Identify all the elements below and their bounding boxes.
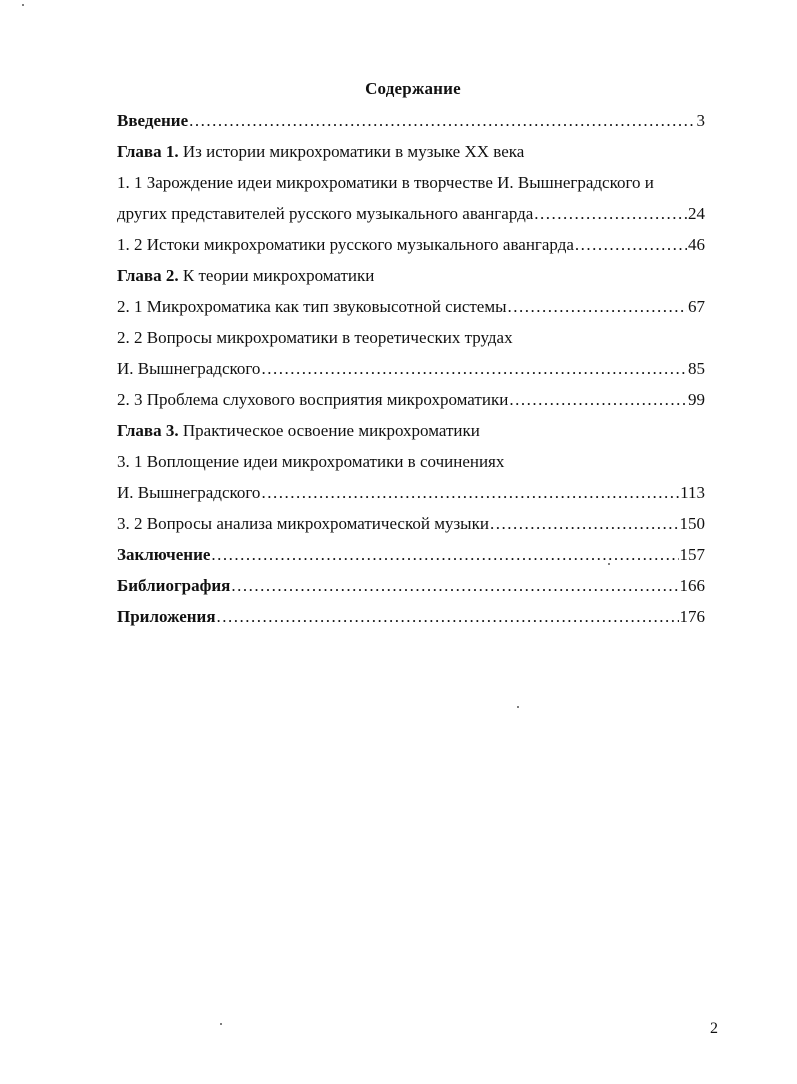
toc-entry-conclusion [117, 543, 705, 574]
chapter-title: Из истории микрохроматики в музыке XX века [182, 142, 525, 161]
toc-entry-label: 3. 1 Воплощение идеи микрохроматики в сочинениях [117, 452, 505, 471]
toc-entry-2-2-line-2 [117, 357, 705, 388]
toc-entry-page: 166 [679, 576, 705, 595]
chapter-number: Глава 3. [117, 421, 179, 440]
toc-entry-page: 150 [679, 514, 705, 533]
dot-leader [508, 295, 687, 319]
chapter-title: Практическое освоение микрохроматики [182, 421, 480, 440]
toc-entry-page: 99 [688, 390, 705, 409]
scan-speck [608, 563, 610, 565]
toc-entry-page: 24 [688, 204, 705, 223]
toc-title: Содержание [365, 79, 461, 98]
toc-entry-1-2 [117, 233, 705, 264]
toc-entry-3-1-line-2 [117, 481, 705, 512]
toc-entry-introduction [117, 109, 705, 140]
toc-entry-1-1-line-1 [117, 171, 705, 202]
toc-entry-label: 3. 2 Вопросы анализа микрохроматической музыки [117, 514, 489, 533]
toc-entry-page: 113 [680, 483, 705, 502]
dot-leader [490, 512, 679, 536]
dot-leader [575, 233, 687, 257]
toc-chapter-3-heading [117, 419, 705, 450]
toc-entry-label: Введение [117, 111, 189, 130]
toc-entry-2-2-line-1 [117, 326, 705, 357]
toc-entry-page: 176 [679, 607, 705, 626]
toc-entry-label: 1. 1 Зарождение идеи микрохроматики в творчестве И. Вышнеградского и [117, 173, 654, 192]
toc-entry-label: Приложения [117, 607, 216, 626]
toc-entry-label: Заключение [117, 545, 211, 564]
dot-leader [534, 202, 687, 226]
toc-entry-bibliography [117, 574, 705, 605]
toc-entry-label: других представителей русского музыкального авангарда [117, 204, 534, 223]
toc-entry-label: 1. 2 Истоки микрохроматики русского музыкального авангарда [117, 235, 574, 254]
chapter-number: Глава 2. [117, 266, 179, 285]
dot-leader [509, 388, 687, 412]
chapter-title: К теории микрохроматики [182, 266, 375, 285]
toc-entry-label: И. Вышнеградского [117, 359, 261, 378]
dot-leader [231, 574, 678, 598]
chapter-number: Глава 1. [117, 142, 179, 161]
toc-entry-page: 67 [688, 297, 705, 316]
toc-entry-label: Библиография [117, 576, 231, 595]
toc-entry-label: 2. 1 Микрохроматика как тип звуковысотной системы [117, 297, 507, 316]
toc-entry-label: И. Вышнеградского [117, 483, 261, 502]
dot-leader [261, 357, 687, 381]
toc-entry-3-2 [117, 512, 705, 543]
toc-entry-appendices [117, 605, 705, 636]
scan-speck [220, 1023, 222, 1025]
dot-leader [261, 481, 679, 505]
toc-chapter-1-heading [117, 140, 705, 171]
scan-speck [517, 706, 519, 708]
toc-entry-label: 2. 3 Проблема слухового восприятия микрохроматики [117, 390, 509, 409]
dot-leader [189, 109, 695, 133]
scan-speck [22, 4, 24, 6]
toc-entry-page: 3 [696, 111, 705, 130]
dot-leader [217, 605, 679, 629]
toc-entry-1-1-line-2 [117, 202, 705, 233]
toc-entry-page: 157 [679, 545, 705, 564]
toc-entry-2-1 [117, 295, 705, 326]
table-of-contents [117, 109, 705, 636]
toc-entry-page: 46 [688, 235, 705, 254]
toc-entry-page: 85 [688, 359, 705, 378]
toc-chapter-2-heading [117, 264, 705, 295]
toc-entry-2-3 [117, 388, 705, 419]
page-number: 2 [710, 1020, 718, 1037]
toc-entry-label: 2. 2 Вопросы микрохроматики в теоретических трудах [117, 328, 513, 347]
toc-entry-3-1-line-1 [117, 450, 705, 481]
